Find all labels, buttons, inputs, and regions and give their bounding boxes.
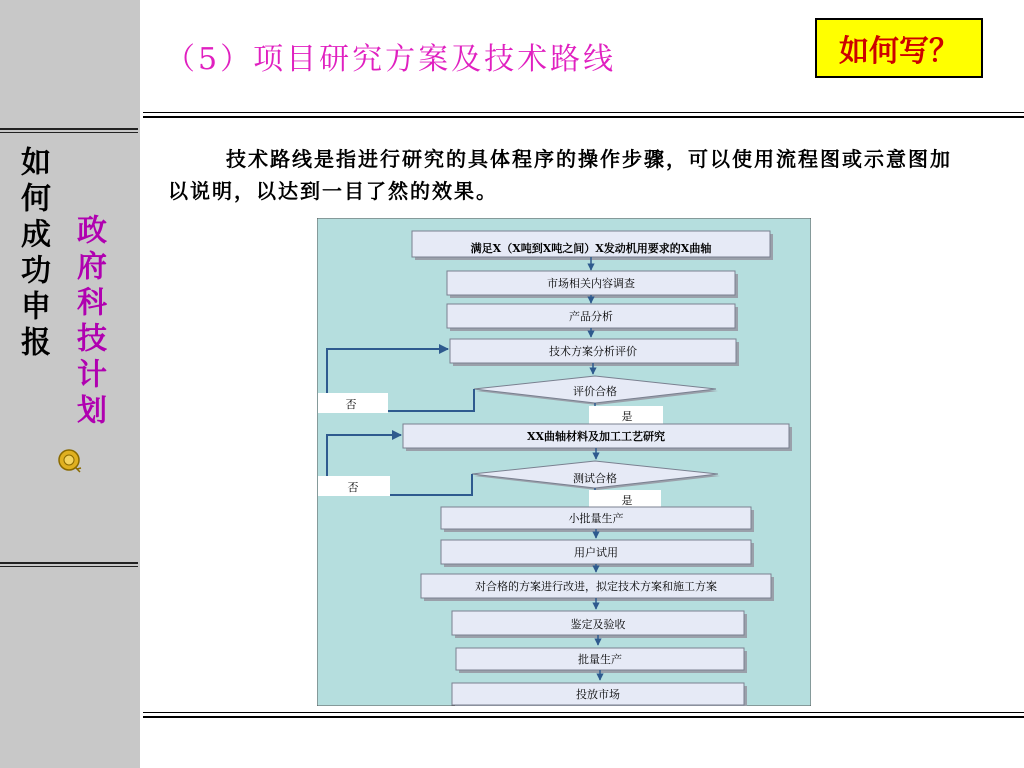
page-title: （5）项目研究方案及技术路线 <box>165 42 617 77</box>
flow-step-requirement <box>412 231 773 260</box>
yes-label: 是 <box>621 494 633 507</box>
flow-step-acceptance-label: 鉴定及验收 <box>570 618 626 631</box>
flow-step-acceptance <box>452 611 747 638</box>
flow-step-tech-evaluation-label: 技术方案分析评价 <box>549 345 637 358</box>
flow-step-tech-evaluation <box>450 339 739 366</box>
flow-step-requirement-label: 满足X（X吨到X吨之间）X发动机用要求的X曲轴 <box>470 242 712 255</box>
how-to-write-badge: 如何写？ <box>815 18 983 78</box>
flow-step-user-trial-label: 用户试用 <box>574 546 618 559</box>
flow-step-material-research-label: XX曲轴材料及加工工艺研究 <box>526 430 666 443</box>
flow-step-small-batch <box>441 507 754 532</box>
flow-step-market-launch <box>452 683 747 706</box>
sidebar-divider-bottom-2 <box>0 566 138 567</box>
no-label: 否 <box>347 481 359 494</box>
flow-step-market-launch-label: 投放市场 <box>576 688 620 701</box>
flow-step-material-research <box>403 424 792 451</box>
flow-step-mass-production <box>456 648 747 673</box>
header-rule-1 <box>143 112 1024 113</box>
sidebar-divider-bottom <box>0 562 138 564</box>
flow-step-user-trial <box>441 540 754 567</box>
footer-rule-2 <box>143 716 1024 718</box>
flow-step-market-survey <box>447 271 738 298</box>
flow-decision-evaluation-pass-label: 评价合格 <box>573 385 617 398</box>
flow-decision-test-pass-label: 测试合格 <box>573 472 617 485</box>
flow-step-product-analysis <box>447 304 738 331</box>
intro-paragraph: 技术路线是指进行研究的具体程序的操作步骤，可以使用流程图或示意图加以说明，以达到一目了然的效果。 <box>168 147 952 203</box>
flowchart <box>317 218 811 706</box>
flow-step-improve-plan <box>421 574 774 601</box>
flow-step-improve-plan-label: 对合格的方案进行改进，拟定技术方案和施工方案 <box>475 580 717 593</box>
sidebar-vertical-text-how-to-apply: 如何成功申报 <box>15 146 50 362</box>
header-rule-2 <box>143 116 1024 118</box>
flow-step-market-survey-label: 市场相关内容调查 <box>547 277 635 290</box>
sidebar-divider-top-2 <box>0 132 138 133</box>
yes-label: 是 <box>621 410 633 423</box>
flow-step-mass-production-label: 批量生产 <box>578 653 622 666</box>
flow-step-product-analysis-label: 产品分析 <box>569 310 613 323</box>
gold-emblem-icon <box>57 448 83 474</box>
flow-step-small-batch-label: 小批量生产 <box>568 512 624 525</box>
no-label: 否 <box>345 398 357 411</box>
sidebar-vertical-text-gov-plan: 政府科技计划 <box>71 214 106 430</box>
sidebar-divider-top <box>0 128 138 130</box>
footer-rule-1 <box>143 712 1024 713</box>
